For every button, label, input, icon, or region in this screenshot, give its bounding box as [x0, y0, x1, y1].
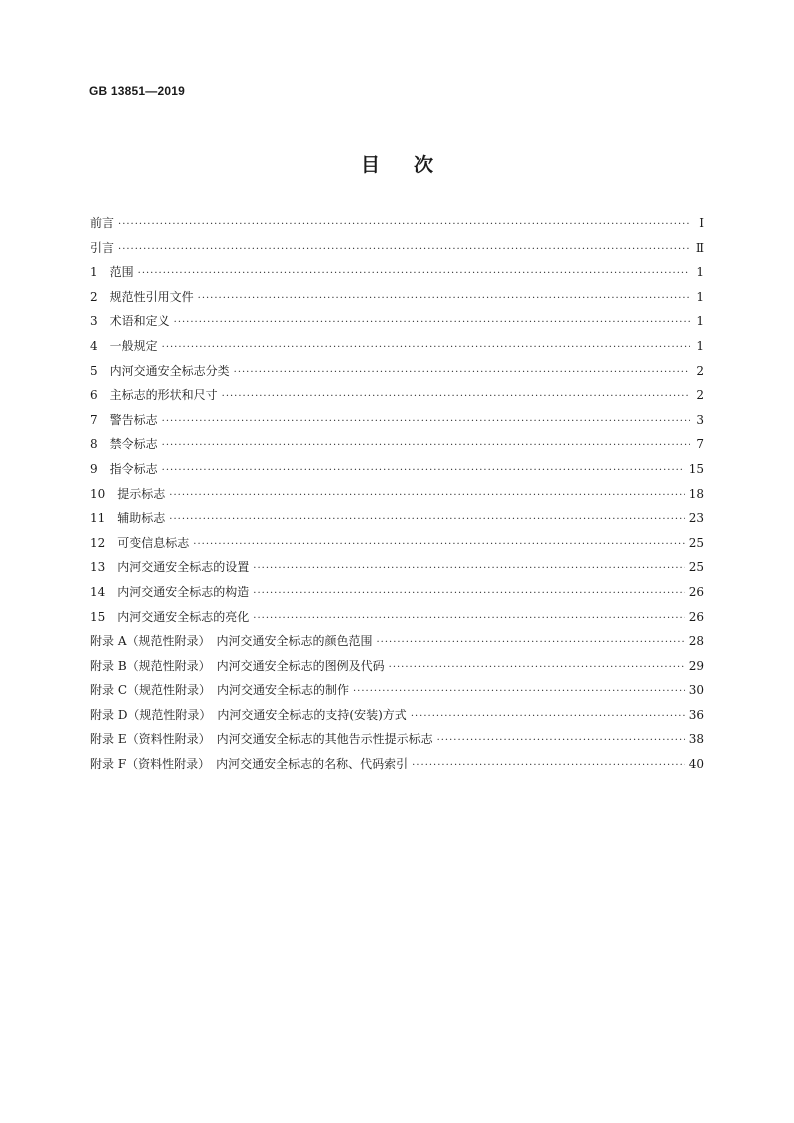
toc-dot-leader	[162, 416, 690, 427]
toc-dot-leader	[162, 440, 690, 451]
toc-entry[interactable]	[90, 730, 704, 755]
toc-entry[interactable]	[90, 509, 704, 534]
toc-entry[interactable]	[90, 435, 704, 460]
toc-entry-label: 附录 F（资料性附录） 内河交通安全标志的名称、代码索引	[90, 757, 409, 772]
toc-entry-page: 1	[696, 289, 704, 304]
toc-entry[interactable]	[90, 312, 704, 337]
toc-dot-leader	[234, 367, 690, 378]
page-title: 目次	[360, 154, 467, 176]
toc-entry-page: 2	[696, 363, 704, 378]
toc-entry-label: 引言	[90, 240, 115, 255]
toc-dot-leader	[138, 268, 690, 279]
toc-entry-page: 40	[688, 757, 704, 772]
toc-entry[interactable]	[90, 239, 704, 264]
toc-entry-label: 附录 C（规范性附录） 内河交通安全标志的制作	[90, 683, 349, 698]
toc-entry[interactable]	[90, 681, 704, 706]
toc-entry-page: 1	[696, 265, 704, 280]
toc-entry[interactable]	[90, 583, 704, 608]
toc-dot-leader	[162, 342, 690, 353]
toc-dot-leader	[411, 711, 685, 722]
toc-entry-label: 14 内河交通安全标志的构造	[90, 584, 250, 599]
document-id: GB 13851—2019	[89, 84, 185, 98]
toc-entry[interactable]	[90, 411, 704, 436]
toc-entry-page: 1	[696, 338, 704, 353]
toc-entry-label: 6 主标志的形状和尺寸	[90, 388, 218, 403]
toc-entry[interactable]	[90, 386, 704, 411]
toc-dot-leader	[193, 539, 684, 550]
toc-entry[interactable]	[90, 362, 704, 387]
toc-entry-page: Ⅰ	[699, 216, 704, 230]
toc-entry[interactable]	[90, 263, 704, 288]
toc-dot-leader	[253, 588, 684, 599]
toc-dot-leader	[169, 490, 684, 501]
toc-entry-page: 25	[688, 535, 704, 550]
toc-entry[interactable]	[90, 608, 704, 633]
toc-entry-label: 13 内河交通安全标志的设置	[90, 560, 250, 575]
toc-entry-label: 附录 A（规范性附录） 内河交通安全标志的颜色范围	[90, 634, 373, 649]
toc-entry[interactable]	[90, 534, 704, 559]
toc-entry-page: 18	[688, 486, 704, 501]
toc-entry[interactable]	[90, 214, 704, 239]
toc-entry-label: 8 禁令标志	[90, 437, 158, 452]
toc-dot-leader	[169, 514, 684, 525]
toc-dot-leader	[174, 317, 690, 328]
toc-dot-leader	[376, 637, 684, 648]
toc-entry-label: 7 警告标志	[90, 412, 158, 427]
toc-dot-leader	[412, 760, 685, 771]
toc-dot-leader	[353, 686, 685, 697]
toc-entry-page: 1	[696, 314, 704, 329]
toc-entry-page: 7	[696, 437, 704, 452]
toc-entry-label: 3 术语和定义	[90, 314, 170, 329]
toc-entry-label: 4 一般规定	[90, 338, 158, 353]
toc-dot-leader	[253, 613, 684, 624]
toc-entry[interactable]	[90, 485, 704, 510]
toc-entry-page: 26	[688, 584, 704, 599]
toc-entry-page: 30	[688, 683, 704, 698]
toc-entry-page: 36	[688, 707, 704, 722]
toc-entry-page: 28	[688, 634, 704, 649]
toc-entry-label: 12 可变信息标志	[90, 535, 190, 550]
toc-dot-leader	[118, 219, 690, 230]
toc-entry-label: 15 内河交通安全标志的亮化	[90, 609, 250, 624]
toc-entry[interactable]	[90, 755, 704, 780]
toc-entry-label: 附录 D（规范性附录） 内河交通安全标志的支持(安装)方式	[90, 707, 407, 722]
toc-entry-label: 5 内河交通安全标志分类	[90, 363, 230, 378]
toc-entry-label: 11 辅助标志	[90, 511, 166, 526]
toc-entry-label: 附录 E（资料性附录） 内河交通安全标志的其他告示性提示标志	[90, 732, 433, 747]
toc-dot-leader	[162, 465, 685, 476]
toc-entry-label: 2 规范性引用文件	[90, 289, 194, 304]
toc-entry-page: 2	[696, 388, 704, 403]
toc-entry-page: 38	[688, 732, 704, 747]
toc-dot-leader	[118, 244, 690, 255]
toc-dot-leader	[437, 735, 685, 746]
toc-entry-label: 1 范围	[90, 265, 134, 280]
table-of-contents	[90, 214, 704, 780]
toc-dot-leader	[389, 662, 685, 673]
toc-entry[interactable]	[90, 288, 704, 313]
toc-entry[interactable]	[90, 632, 704, 657]
toc-entry-label: 9 指令标志	[90, 461, 158, 476]
toc-entry[interactable]	[90, 657, 704, 682]
toc-dot-leader	[198, 293, 690, 304]
toc-entry-page: Ⅱ	[695, 240, 704, 255]
toc-dot-leader	[253, 563, 684, 574]
toc-entry[interactable]	[90, 460, 704, 485]
toc-entry-page: 25	[688, 560, 704, 575]
toc-entry-page: 15	[688, 461, 704, 476]
toc-entry[interactable]	[90, 706, 704, 731]
toc-entry-page: 29	[688, 658, 704, 673]
toc-entry[interactable]	[90, 337, 704, 362]
toc-entry[interactable]	[90, 558, 704, 583]
toc-entry-page: 3	[696, 412, 704, 427]
toc-entry-label: 附录 B（规范性附录） 内河交通安全标志的图例及代码	[90, 658, 385, 673]
toc-entry-label: 前言	[90, 216, 115, 230]
toc-dot-leader	[222, 391, 690, 402]
toc-entry-label: 10 提示标志	[90, 486, 166, 501]
toc-entry-page: 26	[688, 609, 704, 624]
toc-entry-page: 23	[688, 511, 704, 526]
